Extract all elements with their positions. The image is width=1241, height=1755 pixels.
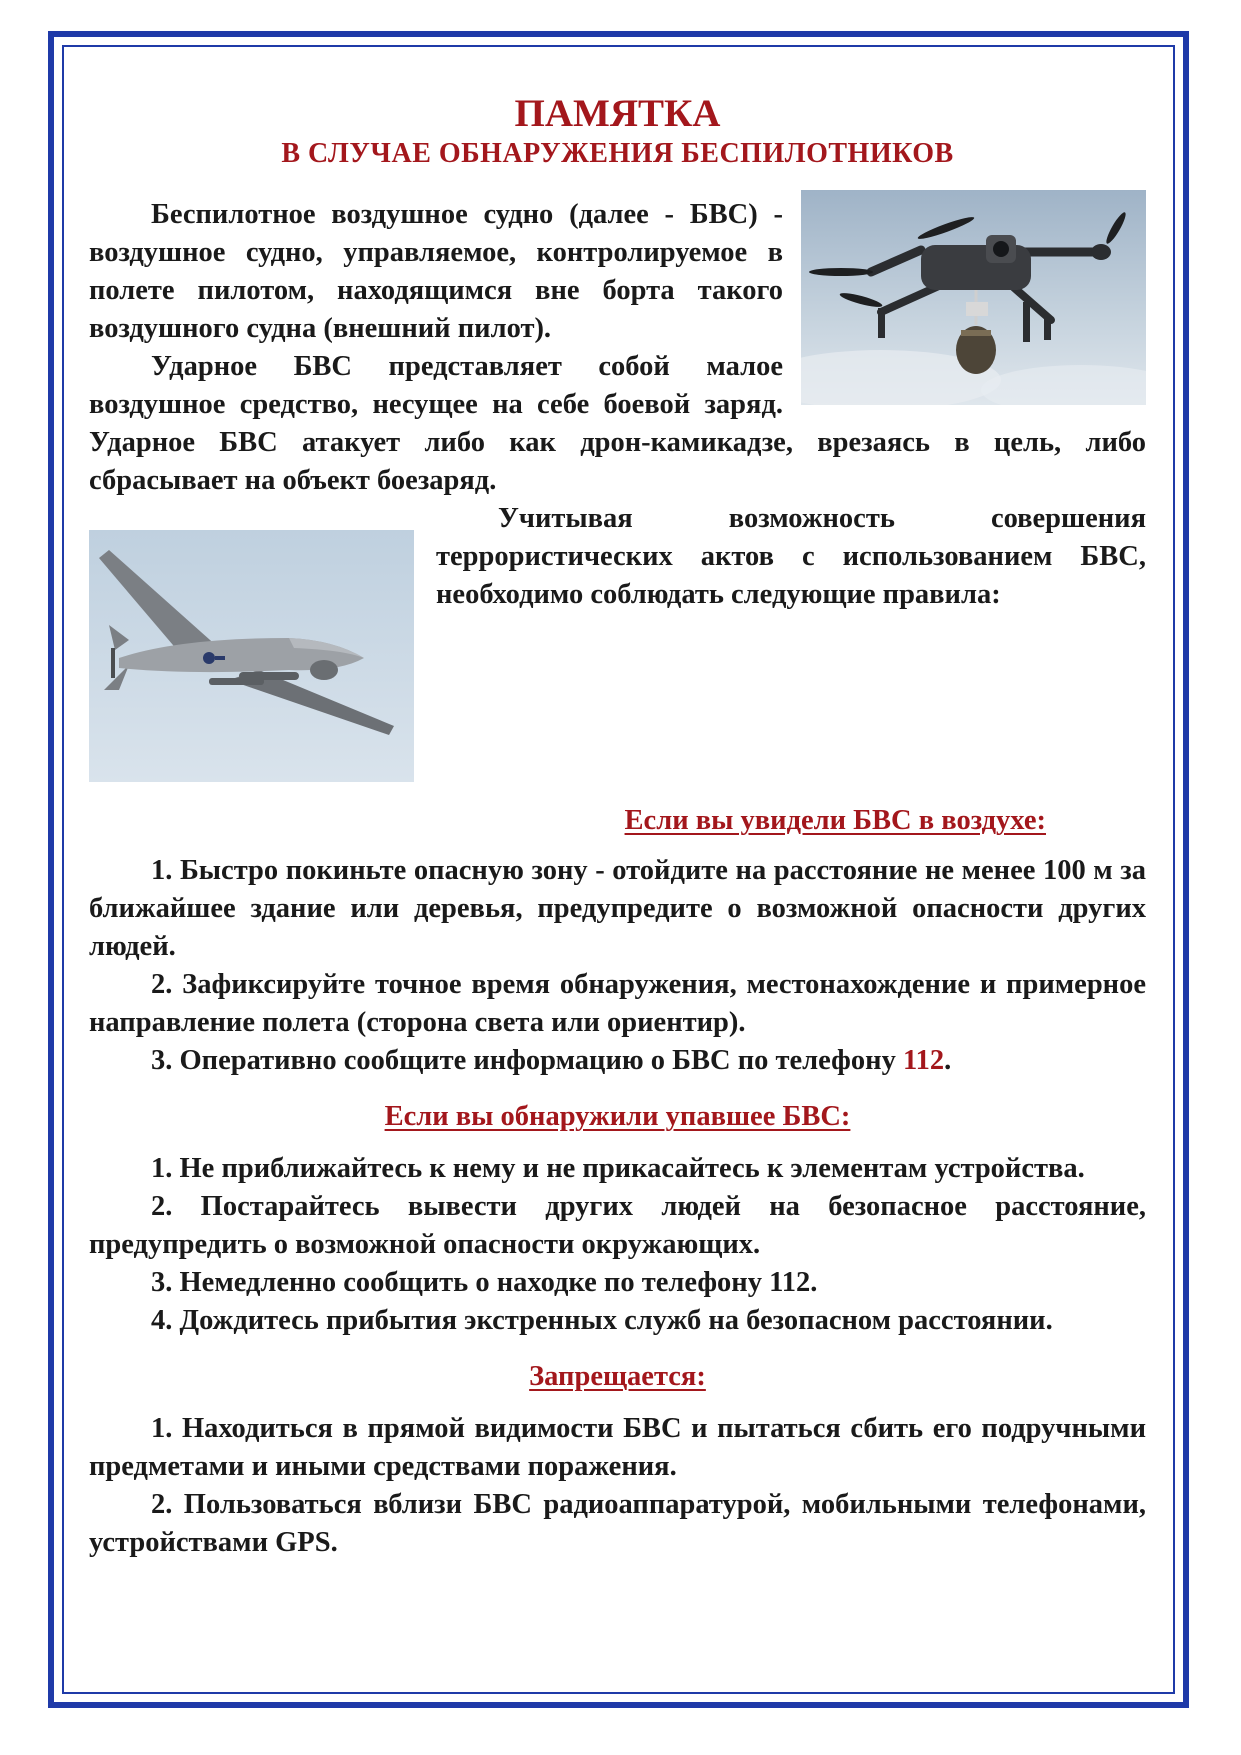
page-title: ПАМЯТКА [514,92,721,135]
quadcopter-drone-photo [801,190,1146,405]
fallen-item-1: 1. Не приближайтесь к нему и не прикасайтесь к элементам устройства. [151,1153,1085,1184]
reaper-drone-photo [89,530,414,782]
air-item-2: 2. Зафиксируйте точное время обнаружения, местонахождение и примерное направление полета (сторона света или ориентир). [89,969,1146,1038]
definition-paragraph: Беспилотное воздушное судно (далее - БВС) - воздушное судно, управляемое, контролируемое в полете пилотом, находящимся вне борта такого воздушного судна (внешний пилот). [89,199,783,344]
fallen-item-3: 3. Немедленно сообщить о находке по телефону 112. [151,1267,818,1298]
forbidden-item-1: 1. Находиться в прямой видимости БВС и пытаться сбить его подручными предметами и иными средствами поражения. [89,1413,1146,1482]
document-body [89,92,1146,1562]
section-heading-fallen: Если вы обнаружили упавшее БВС: [384,1101,851,1132]
air-item-3 [89,1042,1146,1080]
fallen-item-4: 4. Дождитесь прибытия экстренных служб на безопасном расстоянии. [151,1305,1053,1336]
rules-intro-paragraph: Учитывая возможность совершения террористических актов с использованием БВС, необходимо соблюдать следующие правила: [436,503,1146,610]
strike-uav-text: Ударное БВС представляет собой малое воздушное средство, несущее на себе боевой заряд. Ударное БВС атакует либо как дрон-камикадзе, врезаясь в цель, либо сбрасывает на объект боезаряд. [89,351,1146,496]
section-heading-air-colon: : [1036,805,1046,836]
section-heading-forbidden: Запрещается: [529,1361,706,1392]
page-subtitle: В СЛУЧАЕ ОБНАРУЖЕНИЯ БЕСПИЛОТНИКОВ [281,138,954,169]
air-item-3-end: . [944,1045,952,1076]
emergency-phone: 112 [902,1045,945,1076]
section-heading-air [89,802,1146,840]
forbidden-item-2: 2. Пользоваться вблизи БВС радиоаппаратурой, мобильными телефонами, устройствами GPS. [89,1489,1146,1558]
section-heading-air-text: Если вы увидели БВС в воздухе [624,805,1037,836]
air-item-1: 1. Быстро покиньте опасную зону - отойдите на расстояние не менее 100 м за ближайшее здание или деревья, предупредите о возможной опасности других людей. [89,855,1146,962]
air-item-3-text: 3. Оперативно сообщите информацию о БВС по телефону [151,1045,903,1076]
fallen-item-2: 2. Постарайтесь вывести других людей на безопасное расстояние, предупредить о возможной опасности окружающих. [89,1191,1146,1260]
